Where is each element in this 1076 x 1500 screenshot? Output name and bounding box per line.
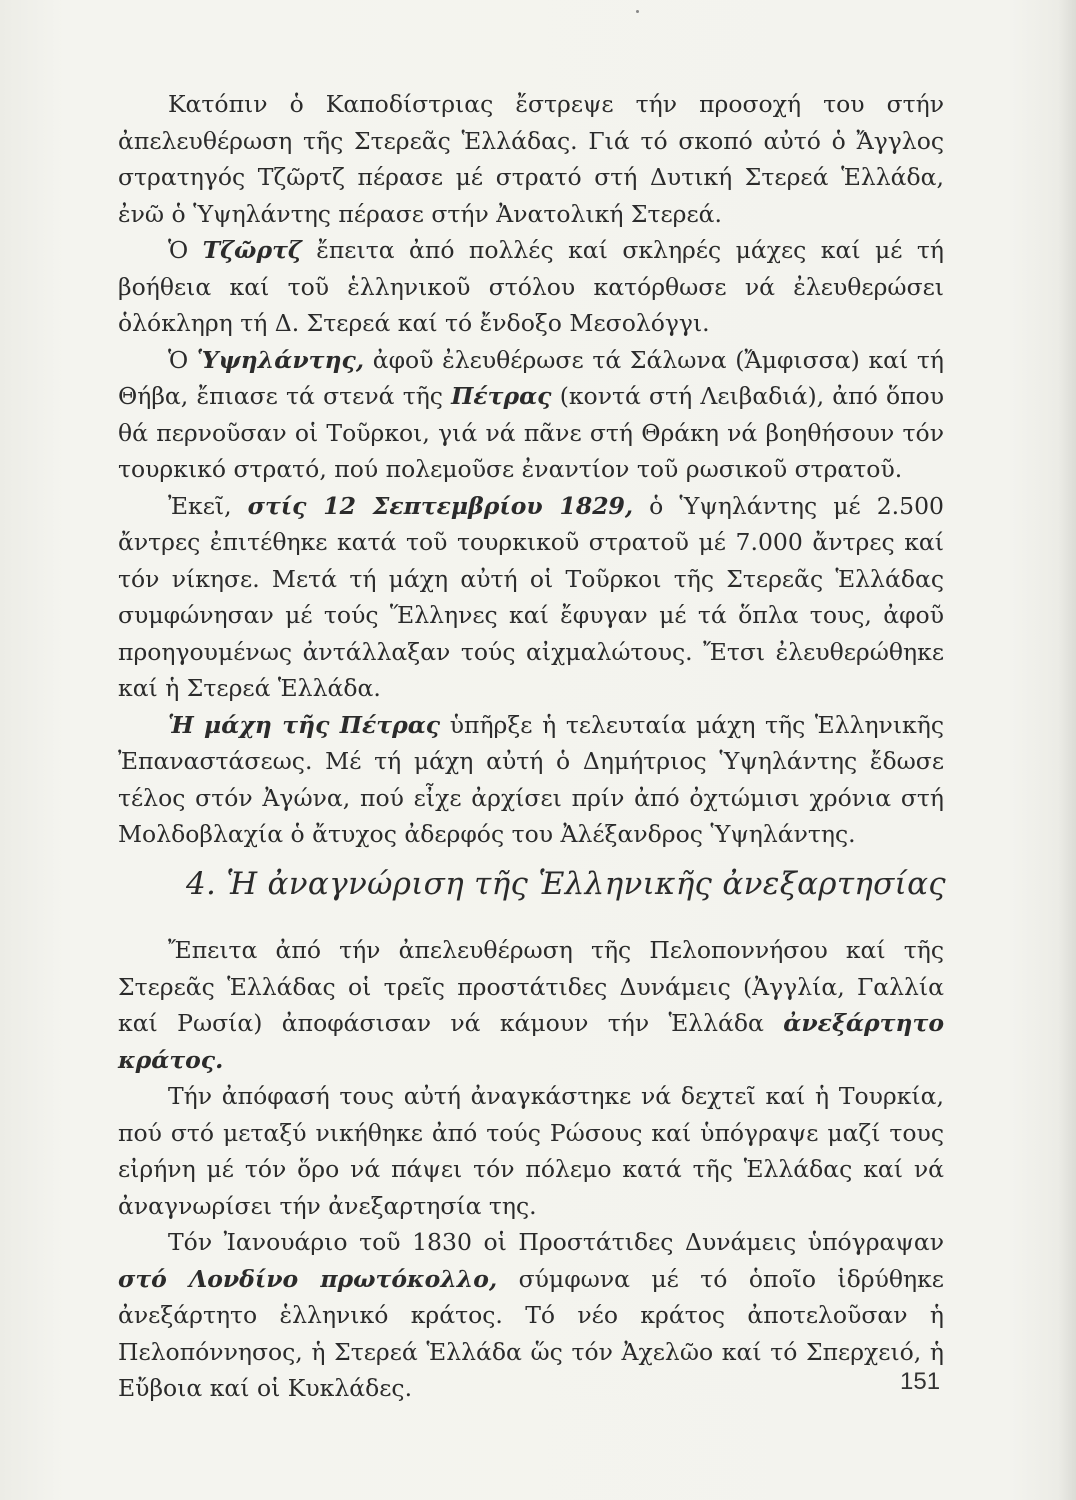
emphasis-term: στό Λονδίνο πρωτόκολλο, [118, 1264, 498, 1293]
paragraph: Ἡ μάχη τῆς Πέτρας ὑπῆρξε ἡ τελευταία μάχη τῆς Ἑλληνικῆς Ἐπαναστάσεως. Μέ τή μάχη αὐτή ὁ Δημήτριος Ὑψηλάντης ἔδωσε τέλος στόν Ἀγώνα, πού εἶχε ἀρχίσει πρίν ἀπό ὀχτώμισι χρόνια στή Μολδοβλαχία ὁ ἄτυχος ἀδερφός του Ἀλέξανδρος Ὑψηλάντης. [118, 710, 944, 848]
paragraph: Ἐκεῖ, στίς 12 Σεπτεμβρίου 1829, ὁ Ὑψηλάντης μέ 2.500 ἄντρες ἐπιτέθηκε κατά τοῦ τουρκικοῦ στρατοῦ μέ 7.000 ἄντρες καί τόν νίκησε. Μετά τή μάχη αὐτή οἱ Τοῦρκοι τῆς Στερεᾶς Ἑλλάδας συμφώνησαν μέ τούς Ἕλληνες καί ἔφυγαν μέ τά ὅπλα τους, ἀφοῦ προηγουμένως ἀντάλλαξαν τούς αἰχμαλώτους. Ἔτσι ἐλευθερώθηκε καί ἡ Στερεά Ἑλλάδα. [118, 491, 944, 702]
page-number: 151 [900, 1368, 941, 1395]
paragraph: Ὁ Τζῶρτζ ἔπειτα ἀπό πολλές καί σκληρές μάχες καί μέ τή βοήθεια καί τοῦ ἑλληνικοῦ στόλου κατόρθωσε νά ἐλευθερώσει ὁλόκληρη τή Δ. Στερεά καί τό ἔνδοξο Μεσολόγγι. [118, 236, 944, 337]
paragraph: Τόν Ἰανουάριο τοῦ 1830 οἱ Προστάτιδες Δυνάμεις ὑπόγραψαν στό Λονδίνο πρωτόκολλο, σύμφωνα μέ τό ὁποῖο ἱδρύθηκε ἀνεξάρτητο ἑλληνικό κράτος. Τό νέο κράτος ἀποτελοῦσαν ἡ Πελοπόννησος, ἡ Στερεά Ἑλλάδα ὥς τόν Ἀχελῶο καί τό Σπερχειό, ἡ Εὔβοια καί οἱ Κυκλάδες. [118, 1228, 944, 1402]
paragraph: Κατόπιν ὁ Καποδίστριας ἔστρεψε τήν προσοχή του στήν ἀπελευθέρωση τῆς Στερεᾶς Ἑλλάδας. Γιά τό σκοπό αὐτό ὁ Ἄγγλος στρατηγός Τζῶρτζ πέρασε μέ στρατό στή Δυτική Στερεά Ἑλλάδα, ἐνῶ ὁ Ὑψηλάντης πέρασε στήν Ἀνατολική Στερεά. [118, 90, 944, 228]
scan-speck [636, 10, 639, 13]
emphasis-term: Πέτρας [451, 382, 552, 410]
paragraph: Ὁ Ὑψηλάντης, ἀφοῦ ἐλευθέρωσε τά Σάλωνα (Ἄμφισσα) καί τή Θήβα, ἔπιασε τά στενά τῆς Πέτρας (κοντά στή Λειβαδιά), ἀπό ὅπου θά περνοῦσαν οἱ Τοῦρκοι, γιά νά πᾶνε στή Θράκη νά βοηθήσουν τόν τουρκικό στρατό, πού πολεμοῦσε ἐναντίον τοῦ ρωσικοῦ στρατοῦ. [118, 345, 944, 483]
emphasis-term: Ὑψηλάντης, [196, 345, 365, 374]
emphasis-term: Τζῶρτζ [202, 236, 302, 264]
emphasis-term: στίς 12 Σεπτεμβρίου 1829, [247, 491, 634, 520]
emphasis-term: Ἡ μάχη τῆς Πέτρας [168, 710, 441, 739]
section-1-body [118, 86, 944, 853]
emphasis-term: ἀνεξάρτητο κράτος. [118, 1009, 944, 1074]
section-heading: 4. Ἡ ἀναγνώριση τῆς Ἑλληνικῆς ἀνεξαρτησίας [186, 866, 946, 902]
paragraph: Τήν ἀπόφασή τους αὐτή ἀναγκάστηκε νά δεχτεῖ καί ἡ Τουρκία, πού στό μεταξύ νικήθηκε ἀπό τούς Ρώσους καί ὑπόγραψε μαζί τους εἰρήνη μέ τόν ὅρο νά πάψει τόν πόλεμο κατά τῆς Ἑλλάδας καί νά ἀναγνωρίσει τήν ἀνεξαρτησία της. [118, 1082, 944, 1220]
paragraph: Ἔπειτα ἀπό τήν ἀπελευθέρωση τῆς Πελοποννήσου καί τῆς Στερεᾶς Ἑλλάδας οἱ τρεῖς προστάτιδες Δυνάμεις (Ἀγγλία, Γαλλία καί Ρωσία) ἀποφάσισαν νά κάμουν τήν Ἑλλάδα ἀνεξάρτητο κράτος. [118, 936, 944, 1074]
section-2-body [118, 932, 944, 1407]
page-spine-shadow [1058, 0, 1076, 1500]
